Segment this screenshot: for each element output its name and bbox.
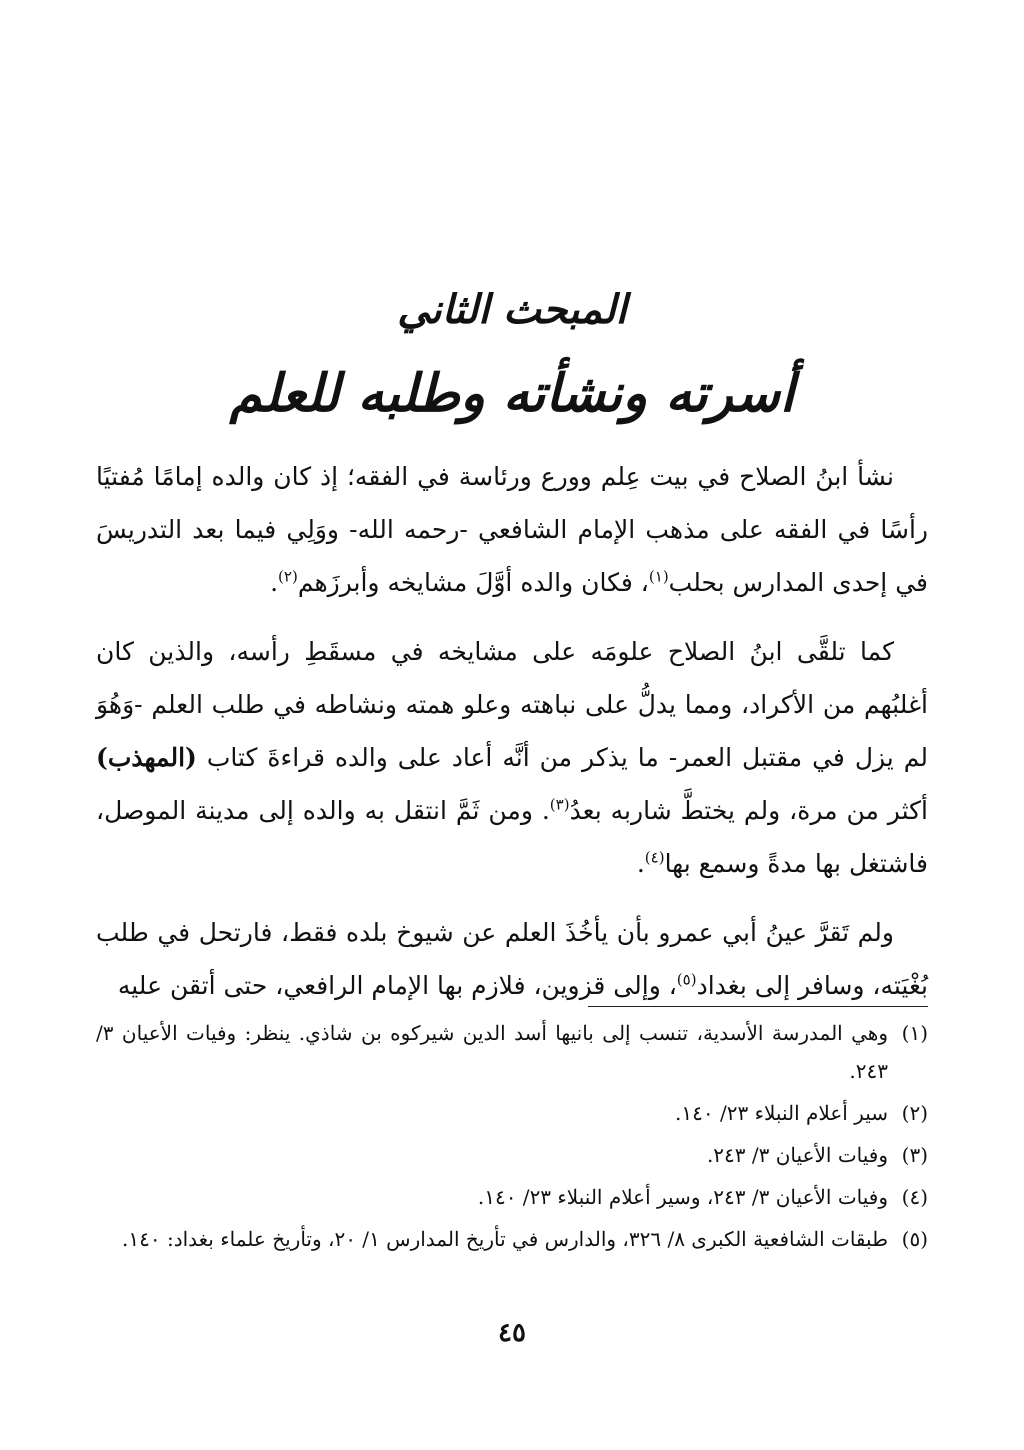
paragraph: [96, 906, 928, 1012]
footnote-text: وفيات الأعيان ٣/ ٢٤٣.: [706, 1143, 888, 1167]
footnote: [96, 1178, 928, 1216]
chapter-label: المبحث الثاني: [397, 286, 627, 333]
footnote-number: (٥): [901, 1227, 928, 1251]
footnote-reference: (٣): [549, 795, 570, 814]
footnote-divider: [588, 1006, 928, 1007]
text-run: ولم تَقرَّ عينُ أبي عمرو بأن يأخُذَ العلم عن شيوخ بلده فقط، فارتحل في طلب بُغْيَته، وسافر إلى بغداد: [96, 918, 928, 1000]
body-text: [96, 450, 928, 1028]
text-run: كما تلقَّى ابنُ الصلاح علومَه على مشايخه في مسقَطِ رأسه، والذين كان أغلبُهم من الأكراد، ومما يدلُّ على نباهته وعلو همته ونشاطه في طلب العلم -وَهُوَ لم يزل في مقتبل العمر- ما يذكر من أنَّه أعاد على والده قراءةَ كتاب: [96, 637, 928, 772]
text-run: أكثر من مرة، ولم يختطَّ شاربه بعدُ: [569, 796, 928, 825]
footnote-number: (٤): [901, 1185, 928, 1209]
footnote-reference: (٥): [676, 970, 697, 989]
footnote-number: (٣): [901, 1143, 928, 1167]
footnote-reference: (٢): [278, 567, 298, 586]
text-run: .: [636, 849, 645, 878]
footnote-reference: (٤): [644, 848, 665, 867]
footnote: [96, 1220, 928, 1258]
text-run: ، فكان والده أوَّلَ مشايخه وأبرزَهم: [297, 568, 649, 597]
text-run: . ومن ثَمَّ انتقل به والده إلى مدينة الموصل، فاشتغل بها مدةً وسمع بها: [96, 796, 928, 878]
bold-book-title: (المهذب): [96, 743, 197, 772]
page-number: ٤٥: [498, 1318, 526, 1348]
footnote-text: وفيات الأعيان ٣/ ٢٤٣، وسير أعلام النبلاء ٢٣/ ١٤٠.: [477, 1185, 888, 1209]
text-run: ، وإلى قزوين، فلازم بها الإمام الرافعي، حتى أتقن عليه: [117, 971, 677, 1000]
paragraph: [96, 625, 928, 890]
footnote: [96, 1014, 928, 1090]
footnote-text: طبقات الشافعية الكبرى ٨/ ٣٢٦، والدارس في تأريخ المدارس ١/ ٢٠، وتأريخ علماء بغداد: ١٤٠.: [122, 1227, 888, 1251]
footnote: [96, 1136, 928, 1174]
chapter-title: أسرته ونشأته وطلبه للعلم: [229, 363, 795, 424]
paragraph: [96, 450, 928, 609]
footnote-reference: (١): [648, 567, 669, 586]
footnotes: [96, 1014, 928, 1262]
text-run: نشأ ابنُ الصلاح في بيت عِلم وورع ورئاسة في الفقه؛ إذ كان والده إمامًا مُفتيًا رأسًا في الفقه على مذهب الإمام الشافعي -رحمه الله- ووَلِي فيما بعد التدريسَ في إحدى المدارس بحلب: [96, 462, 928, 597]
text-run: .: [270, 568, 279, 597]
footnote-number: (٢): [901, 1101, 928, 1125]
footnote-text: سير أعلام النبلاء ٢٣/ ١٤٠.: [675, 1101, 888, 1125]
footnote-number: (١): [901, 1021, 928, 1045]
footnote: [96, 1094, 928, 1132]
footnote-text: وهي المدرسة الأسدية، تنسب إلى بانيها أسد الدين شيركوه بن شاذي. ينظر: وفيات الأعيان ٣/ ٢٤٣.: [96, 1021, 888, 1083]
